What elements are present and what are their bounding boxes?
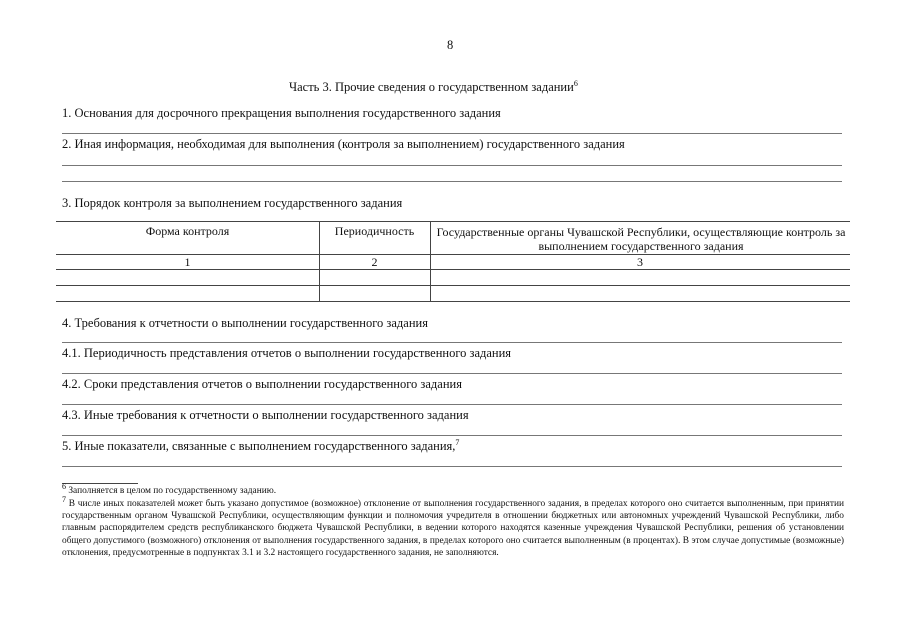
section-2-fill-line-1 [62, 165, 842, 166]
footnote-separator [62, 483, 138, 484]
footnote-6-mark: 6 [62, 481, 66, 491]
section-4-2-heading: 4.2. Сроки представления отчетов о выполнении государственного задания [62, 377, 462, 391]
section-5-heading [62, 439, 459, 453]
table-header-authorities: Государственные органы Чувашской Республики, осуществляющие контроль за выполнением государственного задания [436, 225, 846, 253]
part-title [289, 80, 578, 94]
section-4-heading: 4. Требования к отчетности о выполнении государственного задания [62, 316, 428, 330]
section-5-footnote-mark: 7 [455, 437, 460, 447]
table-bottom-border [56, 301, 850, 302]
footnote-7-mark: 7 [62, 494, 66, 504]
section-4-1-heading: 4.1. Периодичность представления отчетов о выполнении государственного задания [62, 346, 512, 360]
table-header-form: Форма контроля [145, 224, 230, 238]
section-4-3-fill-line [62, 435, 842, 436]
footnote-6-text: Заполняется в целом по государственному заданию. [68, 486, 277, 496]
section-5-fill-line [62, 466, 842, 467]
table-header-periodicity: Периодичность [334, 224, 415, 238]
section-4-2-fill-line [62, 404, 842, 405]
table-col-number-2: 2 [371, 255, 378, 269]
section-2-fill-line-2 [62, 181, 842, 182]
section-3-heading: 3. Порядок контроля за выполнением государственного задания [62, 196, 403, 210]
section-1-fill-line [62, 133, 842, 134]
footnote-6 [62, 481, 844, 497]
table-col-number-3: 3 [637, 255, 643, 269]
section-4-fill-line [62, 342, 842, 343]
section-4-3-heading: 4.3. Иные требования к отчетности о выполнении государственного задания [62, 408, 469, 422]
section-1-heading: 1. Основания для досрочного прекращения выполнения государственного задания [62, 106, 501, 120]
table-col-number-1: 1 [184, 255, 191, 269]
part-title-text: Часть 3. Прочие сведения о государственном задании [289, 80, 574, 94]
table-header-border [56, 254, 850, 255]
table-top-border [56, 221, 850, 222]
table-number-row-border [56, 269, 850, 270]
footnote-7 [62, 494, 844, 559]
section-5-text: 5. Иные показатели, связанные с выполнением государственного задания, [62, 439, 456, 453]
footnote-7-text: В числе иных показателей может быть указано допустимое (возможное) отклонение от выполнения государственного задания, в пределах которого оно считается выполненным, при принятии государственным органом Чувашской Республики, осуществляющим функции и полномочия учредителя в отношении бюджетных или автономных учреждений Чувашской Республики, либо главным распорядителем средств республиканского бюджета Чувашской Республики, в ведении которого находятся казенные учреждения Чувашской Республики, решения об установлении общего допустимого (возможного) отклонения от выполнения государственного задания, в пределах которого оно считается выполненным (в процентах). В этом случае допустимые (возможные) отклонения, предусмотренные в подпунктах 3.1 и 3.2 настоящего государственного задания, не заполняются. [62, 499, 844, 558]
page-number: 8 [447, 38, 454, 52]
section-4-1-fill-line [62, 373, 842, 374]
table-row-1-border [56, 285, 850, 286]
section-2-heading: 2. Иная информация, необходимая для выполнения (контроля за выполнением) государственного задания [62, 137, 625, 151]
part-title-footnote-mark: 6 [573, 78, 578, 88]
